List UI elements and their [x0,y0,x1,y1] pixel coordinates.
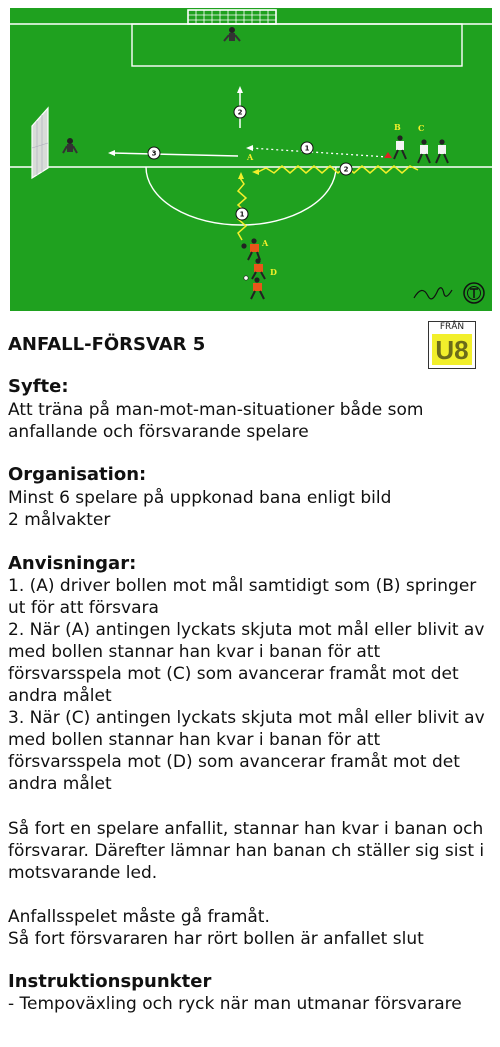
paragraph-anfallit: Så fort en spelare anfallit, stannar han kvar i banan och försvarar. Därefter lämnar han banan ch ställer sig sist i motsvarande led. [8,819,485,883]
syfte-text: Att träna på man-mot-man-situationer både som anfallande och försvarande spelare [8,400,424,442]
marker-n1-bottom-text: 1 [239,210,245,219]
instruktionspunkter-text: - Tempoväxling och ryck när man utmanar försvarare [8,994,462,1014]
label-b: B [394,122,401,132]
marker-n2-top-text: 2 [237,108,243,117]
marker-n1-center [301,142,313,154]
paragraph-anfallsspelet: Anfallsspelet måste gå framåt. Så fort försvararen har rört bollen är anfallet slut [8,907,424,949]
marker-n1-bottom [236,208,248,220]
marker-n2-right-text: 2 [343,165,349,174]
marker-n2-top [234,106,246,118]
label-d: D [270,267,277,277]
marker-n2-right [340,163,352,175]
label-a-top: A [247,152,254,162]
label-c: C [418,123,425,133]
page-title: ANFALL-FÖRSVAR 5 [8,334,206,355]
instruktionspunkter-heading: Instruktionspunkter [8,971,212,992]
marker-n1-center-text: 1 [304,144,310,153]
marker-n3 [148,147,160,159]
anvisningar-heading: Anvisningar: [8,553,137,574]
label-a: A [262,238,269,248]
age-level-badge [428,321,476,369]
organisation-heading: Organisation: [8,464,147,485]
syfte-heading: Syfte: [8,376,69,397]
badge-level: U8 [432,334,472,365]
drill-diagram [10,8,492,311]
organisation-text: Minst 6 spelare på uppkonad bana enligt bild 2 målvakter [8,488,392,530]
ball [244,276,248,280]
anvisningar-text: 1. (A) driver bollen mot mål samtidigt som (B) springer ut för att försvara 2. När (A) antingen lyckats skjuta mot mål eller blivit av med bollen stannar han kvar i banan för att försvarsspela mot (C) som avancerar framåt mot det andra målet 3. När (C) antingen lyckats skjuta mot mål eller blivit av med bollen stannar han kvar i banan för att försvarsspela mot (D) som avancerar framåt mot det andra målet [8,576,485,794]
marker-n3-text: 3 [151,149,157,158]
club-logo [464,283,484,303]
badge-from-label: FRÅN [439,322,465,332]
